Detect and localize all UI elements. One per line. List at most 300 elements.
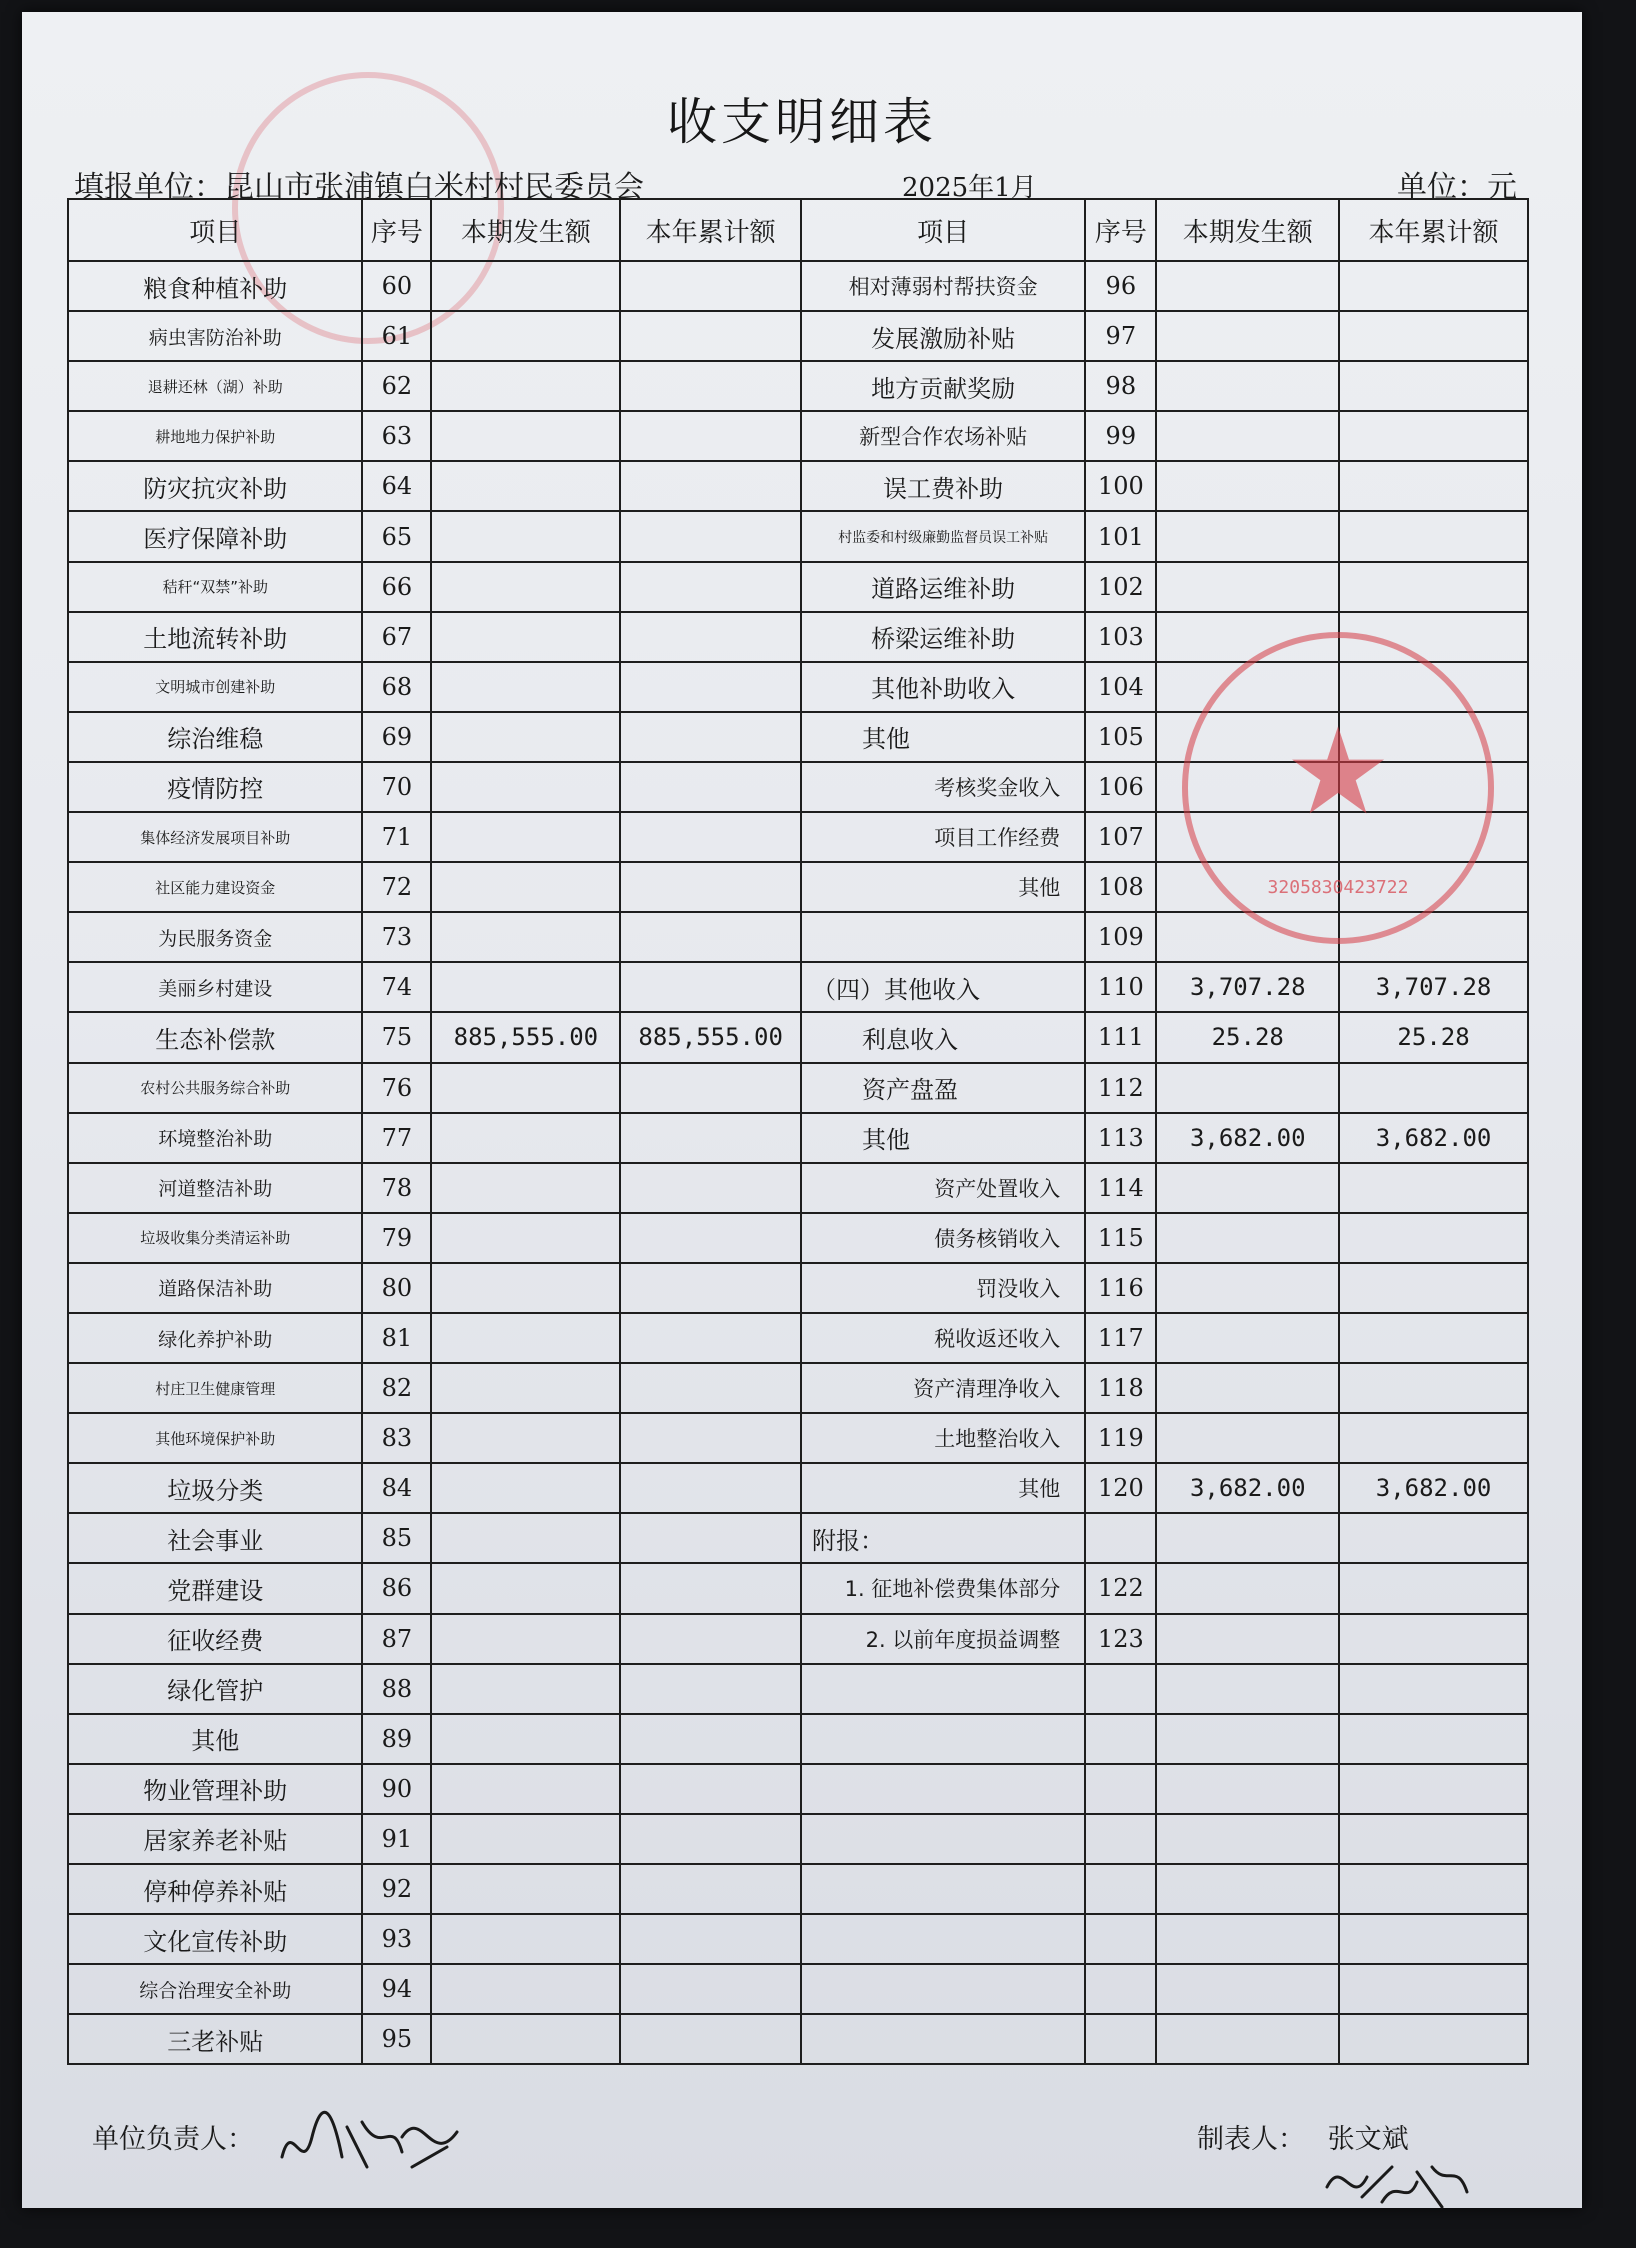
right-ytd-amount [1339,461,1528,511]
table-row [68,311,1528,361]
table-row [68,862,1528,912]
table-row [68,511,1528,561]
preparer-name: 张文斌 [1327,2124,1409,2155]
left-ytd-amount [620,261,801,311]
right-item-cell: 税收返还收入 [801,1313,1085,1363]
table-row [68,662,1528,712]
preparer-label-text: 制表人： [1197,2124,1305,2155]
report-period: 2025年1月 [902,173,1037,203]
left-item-cell: 河道整洁补助 [68,1163,362,1213]
right-ytd-amount [1339,1263,1528,1313]
right-ytd-amount: 3,707.28 [1339,962,1528,1012]
left-current-amount [431,261,620,311]
left-item-cell: 其他环境保护补助 [68,1413,362,1463]
right-ytd-amount [1339,1063,1528,1113]
left-current-amount [431,562,620,612]
table-header-row [68,199,1528,261]
left-seq-cell: 76 [362,1063,431,1113]
left-current-amount [431,1563,620,1613]
right-seq-cell: 119 [1085,1413,1156,1463]
left-item-cell: 停种停养补贴 [68,1864,362,1914]
left-item-cell: 农村公共服务综合补助 [68,1063,362,1113]
left-seq-cell: 86 [362,1563,431,1613]
right-current-amount [1156,1764,1339,1814]
left-seq-cell: 64 [362,461,431,511]
right-current-amount [1156,912,1339,962]
preparer-signature [1322,2147,1472,2217]
left-seq-cell: 95 [362,2014,431,2064]
left-item-cell: 道路保洁补助 [68,1263,362,1313]
left-ytd-amount [620,1313,801,1363]
left-ytd-amount [620,411,801,461]
right-item-cell: 道路运维补助 [801,562,1085,612]
right-item-cell: 误工费补助 [801,461,1085,511]
left-ytd-amount [620,1914,801,1964]
left-ytd-amount [620,1814,801,1864]
right-item-cell [801,912,1085,962]
table-row [68,1563,1528,1613]
left-item-cell: 绿化管护 [68,1664,362,1714]
left-seq-cell: 91 [362,1814,431,1864]
right-item-cell: 土地整治收入 [801,1413,1085,1463]
col-header-current-right: 本期发生额 [1156,199,1339,261]
col-header-ytd: 本年累计额 [620,199,801,261]
right-ytd-amount [1339,2014,1528,2064]
left-current-amount [431,1313,620,1363]
left-ytd-amount [620,612,801,662]
right-item-cell [801,1764,1085,1814]
right-seq-cell: 118 [1085,1363,1156,1413]
left-seq-cell: 61 [362,311,431,361]
left-current-amount [431,612,620,662]
right-item-cell: 地方贡献奖励 [801,361,1085,411]
left-seq-cell: 92 [362,1864,431,1914]
right-current-amount [1156,1263,1339,1313]
left-current-amount [431,1213,620,1263]
right-item-cell: 项目工作经费 [801,812,1085,862]
left-item-cell: 为民服务资金 [68,912,362,962]
left-item-cell: 集体经济发展项目补助 [68,812,362,862]
table-row [68,1764,1528,1814]
left-seq-cell: 63 [362,411,431,461]
left-ytd-amount [620,1113,801,1163]
left-seq-cell: 93 [362,1914,431,1964]
left-current-amount [431,1614,620,1664]
right-seq-cell: 100 [1085,461,1156,511]
left-ytd-amount [620,1163,801,1213]
right-item-cell [801,2014,1085,2064]
left-item-cell: 征收经费 [68,1614,362,1664]
right-ytd-amount [1339,862,1528,912]
left-current-amount [431,712,620,762]
right-seq-cell: 116 [1085,1263,1156,1313]
col-header-item: 项目 [68,199,362,261]
right-ytd-amount [1339,762,1528,812]
right-item-cell: 村监委和村级廉勤监督员误工补贴 [801,511,1085,561]
right-current-amount [1156,411,1339,461]
right-ytd-amount [1339,812,1528,862]
left-item-cell: 疫情防控 [68,762,362,812]
right-item-cell: 其他 [801,862,1085,912]
left-seq-cell: 71 [362,812,431,862]
left-seq-cell: 68 [362,662,431,712]
left-ytd-amount [620,1664,801,1714]
left-seq-cell: 67 [362,612,431,662]
table-row [68,2014,1528,2064]
right-item-cell: 1. 征地补偿费集体部分 [801,1563,1085,1613]
right-item-cell [801,1714,1085,1764]
left-ytd-amount [620,1764,801,1814]
preparer-label [1197,2117,1409,2156]
right-seq-cell: 122 [1085,1563,1156,1613]
right-current-amount [1156,1814,1339,1864]
table-row [68,1012,1528,1062]
right-current-amount [1156,712,1339,762]
left-seq-cell: 60 [362,261,431,311]
left-seq-cell: 82 [362,1363,431,1413]
right-current-amount [1156,812,1339,862]
right-seq-cell [1085,1814,1156,1864]
table-row [68,1714,1528,1764]
left-seq-cell: 88 [362,1664,431,1714]
left-seq-cell: 90 [362,1764,431,1814]
left-seq-cell: 87 [362,1614,431,1664]
table-row [68,1614,1528,1664]
table-row [68,1163,1528,1213]
col-header-item-right: 项目 [801,199,1085,261]
table-row [68,1664,1528,1714]
right-ytd-amount [1339,912,1528,962]
right-item-cell [801,1814,1085,1864]
left-current-amount [431,1864,620,1914]
right-item-cell: 其他 [801,712,1085,762]
table-row [68,1063,1528,1113]
left-seq-cell: 83 [362,1413,431,1463]
right-ytd-amount [1339,1413,1528,1463]
right-seq-cell: 123 [1085,1614,1156,1664]
right-ytd-amount [1339,562,1528,612]
left-ytd-amount [620,912,801,962]
left-seq-cell: 81 [362,1313,431,1363]
left-current-amount [431,411,620,461]
left-current-amount [431,912,620,962]
right-ytd-amount [1339,311,1528,361]
right-item-cell: 罚没收入 [801,1263,1085,1313]
right-ytd-amount [1339,1614,1528,1664]
right-seq-cell: 96 [1085,261,1156,311]
right-ytd-amount [1339,1363,1528,1413]
right-seq-cell [1085,1864,1156,1914]
col-header-seq: 序号 [362,199,431,261]
right-item-cell: 其他 [801,1113,1085,1163]
right-seq-cell: 113 [1085,1113,1156,1163]
right-ytd-amount: 3,682.00 [1339,1113,1528,1163]
document-title: 收支明细表 [667,93,937,151]
left-ytd-amount [620,712,801,762]
right-seq-cell: 108 [1085,862,1156,912]
left-ytd-amount [620,1563,801,1613]
left-current-amount [431,1964,620,2014]
right-ytd-amount [1339,1563,1528,1613]
table-row [68,1864,1528,1914]
right-seq-cell: 115 [1085,1213,1156,1263]
left-ytd-amount [620,1263,801,1313]
table-row [68,1964,1528,2014]
left-ytd-amount [620,1213,801,1263]
right-ytd-amount [1339,1864,1528,1914]
left-current-amount [431,511,620,561]
left-ytd-amount [620,361,801,411]
left-current-amount [431,311,620,361]
table-row [68,261,1528,311]
left-seq-cell: 62 [362,361,431,411]
right-ytd-amount [1339,1664,1528,1714]
left-seq-cell: 74 [362,962,431,1012]
right-current-amount [1156,1563,1339,1613]
right-current-amount [1156,1864,1339,1914]
left-item-cell: 粮食种植补助 [68,261,362,311]
left-ytd-amount [620,1463,801,1513]
left-ytd-amount [620,812,801,862]
left-ytd-amount [620,461,801,511]
right-current-amount: 25.28 [1156,1012,1339,1062]
left-ytd-amount [620,1614,801,1664]
right-item-cell: 资产处置收入 [801,1163,1085,1213]
left-seq-cell: 69 [362,712,431,762]
right-seq-cell: 98 [1085,361,1156,411]
right-seq-cell [1085,1914,1156,1964]
right-item-cell [801,1864,1085,1914]
left-item-cell: 生态补偿款 [68,1012,362,1062]
left-item-cell: 环境整治补助 [68,1113,362,1163]
right-current-amount [1156,361,1339,411]
left-ytd-amount [620,1363,801,1413]
left-seq-cell: 80 [362,1263,431,1313]
reporting-unit: 填报单位：昆山市张浦镇白米村村民委员会 [74,170,644,205]
left-item-cell: 社会事业 [68,1513,362,1563]
right-ytd-amount [1339,662,1528,712]
right-current-amount [1156,1664,1339,1714]
right-ytd-amount [1339,361,1528,411]
right-ytd-amount [1339,1714,1528,1764]
left-current-amount [431,1263,620,1313]
left-current-amount [431,361,620,411]
table-row [68,1413,1528,1463]
left-item-cell: 耕地地力保护补助 [68,411,362,461]
right-current-amount [1156,762,1339,812]
table-row [68,812,1528,862]
right-ytd-amount [1339,1914,1528,1964]
right-item-cell: 附报： [801,1513,1085,1563]
table-row [68,912,1528,962]
right-current-amount [1156,1213,1339,1263]
right-current-amount [1156,1964,1339,2014]
table-row [68,1914,1528,1964]
left-ytd-amount [620,862,801,912]
left-item-cell: 美丽乡村建设 [68,962,362,1012]
left-current-amount [431,1814,620,1864]
left-current-amount [431,862,620,912]
right-seq-cell [1085,1714,1156,1764]
left-ytd-amount [620,762,801,812]
right-current-amount [1156,662,1339,712]
right-ytd-amount [1339,1964,1528,2014]
left-seq-cell: 94 [362,1964,431,2014]
right-seq-cell: 102 [1085,562,1156,612]
table-row [68,1263,1528,1313]
right-current-amount [1156,562,1339,612]
left-ytd-amount [620,1964,801,2014]
right-ytd-amount [1339,1313,1528,1363]
right-current-amount [1156,1313,1339,1363]
right-current-amount [1156,261,1339,311]
left-seq-cell: 66 [362,562,431,612]
col-header-current: 本期发生额 [431,199,620,261]
left-current-amount [431,1363,620,1413]
left-item-cell: 文化宣传补助 [68,1914,362,1964]
unit-head-signature [272,2097,472,2187]
left-item-cell: 医疗保障补助 [68,511,362,561]
right-item-cell: 桥梁运维补助 [801,612,1085,662]
left-seq-cell: 65 [362,511,431,561]
table-row [68,1313,1528,1363]
right-item-cell: 利息收入 [801,1012,1085,1062]
left-item-cell: 绿化养护补助 [68,1313,362,1363]
left-current-amount [431,1714,620,1764]
left-ytd-amount: 885,555.00 [620,1012,801,1062]
right-ytd-amount [1339,1814,1528,1864]
right-current-amount: 3,682.00 [1156,1113,1339,1163]
left-current-amount [431,662,620,712]
right-item-cell: 资产盘盈 [801,1063,1085,1113]
left-item-cell: 防灾抗灾补助 [68,461,362,511]
left-current-amount [431,2014,620,2064]
right-seq-cell: 97 [1085,311,1156,361]
left-item-cell: 垃圾收集分类清运补助 [68,1213,362,1263]
right-seq-cell: 117 [1085,1313,1156,1363]
right-seq-cell: 112 [1085,1063,1156,1113]
right-current-amount [1156,612,1339,662]
left-item-cell: 病虫害防治补助 [68,311,362,361]
col-header-ytd-right: 本年累计额 [1339,199,1528,261]
table-row [68,361,1528,411]
left-seq-cell: 77 [362,1113,431,1163]
left-current-amount [431,1914,620,1964]
left-seq-cell: 70 [362,762,431,812]
right-ytd-amount [1339,1163,1528,1213]
right-current-amount [1156,1614,1339,1664]
right-item-cell: 资产清理净收入 [801,1363,1085,1413]
right-ytd-amount [1339,511,1528,561]
left-ytd-amount [620,1513,801,1563]
table-row [68,962,1528,1012]
left-item-cell: 三老补贴 [68,2014,362,2064]
left-current-amount [431,1113,620,1163]
left-ytd-amount [620,311,801,361]
right-item-cell [801,1914,1085,1964]
table-row [68,411,1528,461]
right-item-cell: 债务核销收入 [801,1213,1085,1263]
table-row [68,1814,1528,1864]
right-seq-cell: 101 [1085,511,1156,561]
right-current-amount [1156,1513,1339,1563]
left-item-cell: 党群建设 [68,1563,362,1613]
left-ytd-amount [620,511,801,561]
left-item-cell: 居家养老补贴 [68,1814,362,1864]
right-seq-cell: 114 [1085,1163,1156,1213]
left-item-cell: 综合治理安全补助 [68,1964,362,2014]
left-item-cell: 垃圾分类 [68,1463,362,1513]
right-seq-cell: 107 [1085,812,1156,862]
left-seq-cell: 79 [362,1213,431,1263]
left-ytd-amount [620,1413,801,1463]
left-current-amount [431,461,620,511]
left-current-amount [431,812,620,862]
star-icon: ★ [1284,703,1392,842]
left-current-amount [431,762,620,812]
table-row [68,762,1528,812]
right-item-cell: 相对薄弱村帮扶资金 [801,261,1085,311]
right-current-amount [1156,461,1339,511]
left-item-cell: 秸秆“双禁”补助 [68,562,362,612]
right-current-amount [1156,1063,1339,1113]
right-current-amount [1156,862,1339,912]
right-item-cell [801,1664,1085,1714]
left-current-amount: 885,555.00 [431,1012,620,1062]
right-seq-cell: 105 [1085,712,1156,762]
left-ytd-amount [620,1714,801,1764]
left-current-amount [431,1764,620,1814]
table-row [68,612,1528,662]
right-item-cell: 其他补助收入 [801,662,1085,712]
left-ytd-amount [620,1063,801,1113]
left-seq-cell: 84 [362,1463,431,1513]
right-item-cell: 其他 [801,1463,1085,1513]
right-seq-cell: 104 [1085,662,1156,712]
right-current-amount [1156,2014,1339,2064]
right-ytd-amount [1339,1213,1528,1263]
right-ytd-amount [1339,411,1528,461]
right-current-amount [1156,511,1339,561]
left-current-amount [431,1063,620,1113]
left-item-cell: 退耕还林（湖）补助 [68,361,362,411]
right-ytd-amount: 25.28 [1339,1012,1528,1062]
currency-unit: 单位：元 [1397,170,1517,205]
right-current-amount [1156,1163,1339,1213]
left-current-amount [431,1163,620,1213]
left-current-amount [431,1463,620,1513]
table-row [68,712,1528,762]
right-current-amount [1156,1363,1339,1413]
seal-code: 3205830423722 [1267,877,1409,898]
left-current-amount [431,962,620,1012]
left-item-cell: 土地流转补助 [68,612,362,662]
left-seq-cell: 85 [362,1513,431,1563]
right-ytd-amount [1339,261,1528,311]
right-current-amount [1156,311,1339,361]
table-row [68,1463,1528,1513]
left-seq-cell: 75 [362,1012,431,1062]
right-ytd-amount [1339,1764,1528,1814]
right-current-amount: 3,707.28 [1156,962,1339,1012]
right-current-amount [1156,1714,1339,1764]
right-item-cell [801,1964,1085,2014]
left-item-cell: 文明城市创建补助 [68,662,362,712]
table-row [68,562,1528,612]
col-header-seq-right: 序号 [1085,199,1156,261]
left-item-cell: 社区能力建设资金 [68,862,362,912]
left-ytd-amount [620,2014,801,2064]
